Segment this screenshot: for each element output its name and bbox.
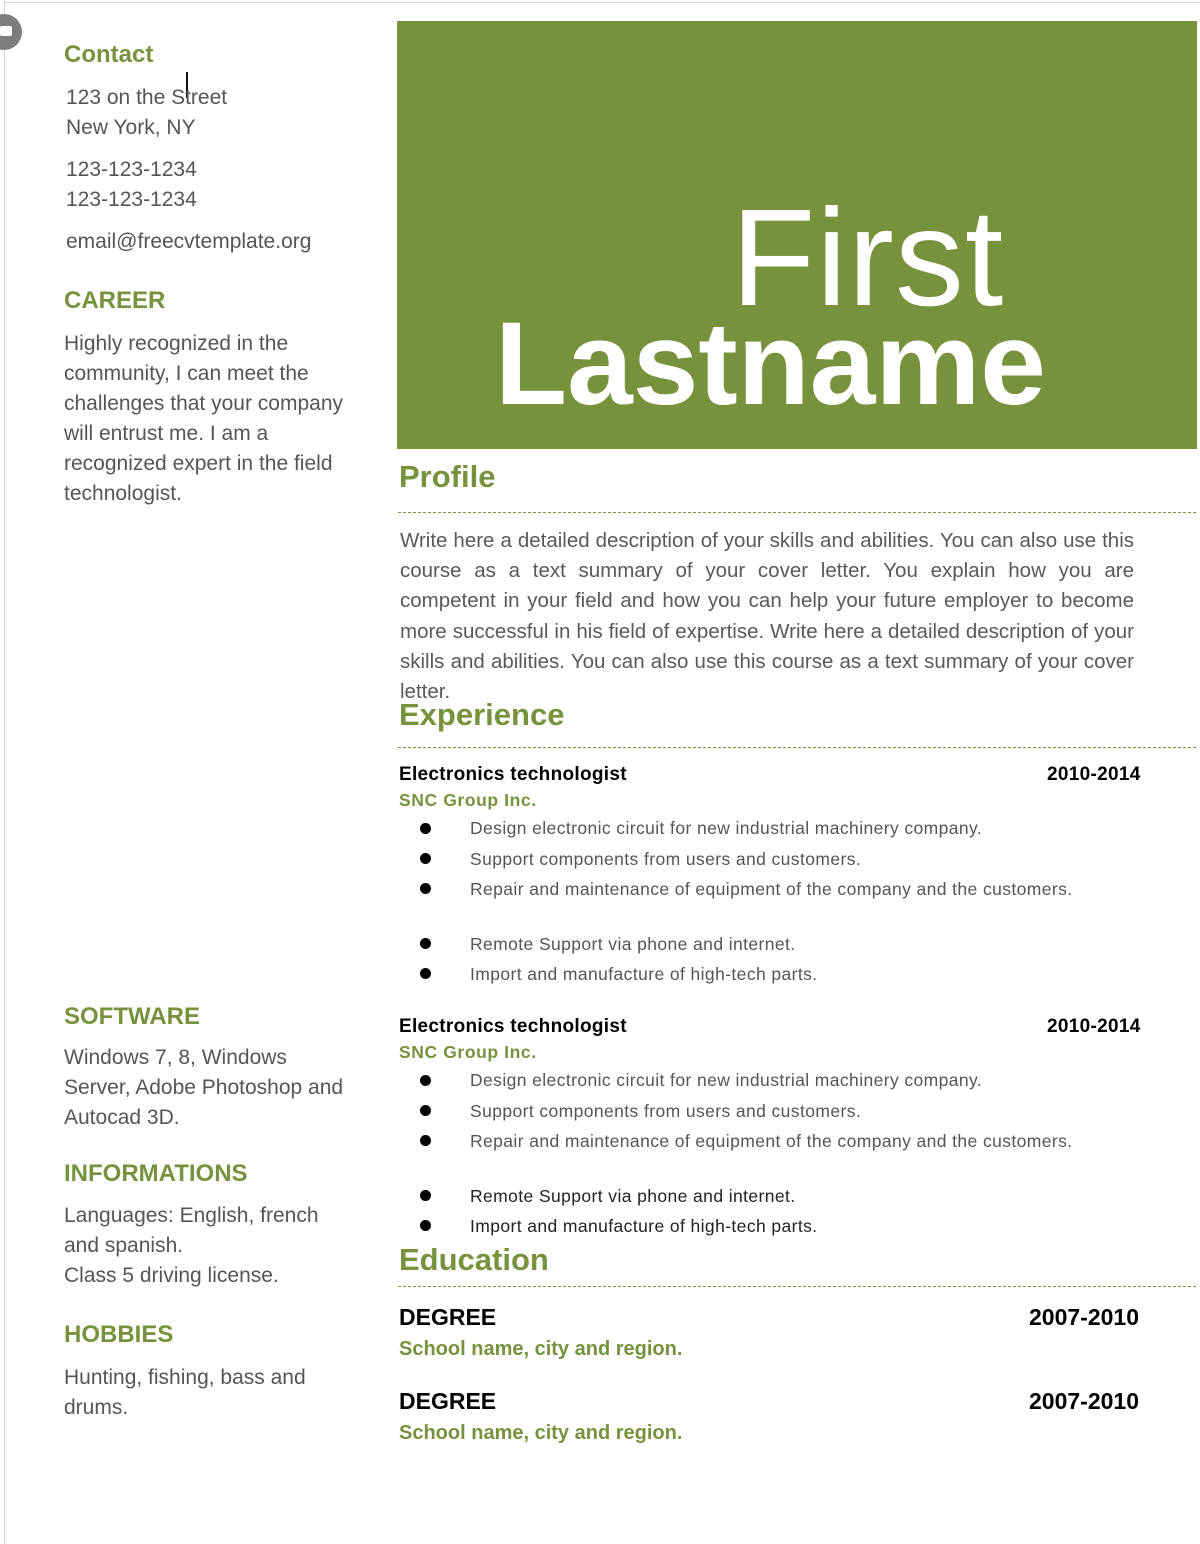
job-company[interactable]: SNC Group Inc. bbox=[399, 1042, 537, 1062]
profile-heading: Profile bbox=[399, 459, 496, 494]
job-bullet[interactable]: Import and manufacture of high-tech parts. bbox=[470, 1216, 818, 1236]
email[interactable]: email@freecvtemplate.org bbox=[66, 230, 312, 253]
bullet-icon bbox=[420, 883, 431, 894]
informations-license[interactable]: Class 5 driving license. bbox=[64, 1264, 279, 1287]
hobbies-text[interactable]: Hunting, fishing, bass and drums. bbox=[64, 1366, 306, 1419]
job-bullet[interactable]: Remote Support via phone and internet. bbox=[470, 1186, 796, 1206]
job-bullet[interactable]: Repair and maintenance of equipment of the company and the customers. bbox=[470, 879, 1073, 899]
page-top-edge bbox=[4, 2, 1200, 3]
experience-divider bbox=[398, 747, 1196, 748]
education-divider bbox=[398, 1286, 1196, 1287]
last-name[interactable]: Lastname bbox=[495, 298, 1046, 430]
job-company[interactable]: SNC Group Inc. bbox=[399, 790, 537, 810]
software-text[interactable]: Windows 7, 8, Windows Server, Adobe Photoshop and Autocad 3D. bbox=[64, 1046, 344, 1129]
first-name[interactable]: First bbox=[731, 181, 1005, 335]
job-bullet[interactable]: Design electronic circuit for new industrial machinery company. bbox=[470, 818, 983, 838]
bullet-icon bbox=[420, 1220, 431, 1231]
bullet-icon bbox=[420, 968, 431, 979]
bullet-icon bbox=[420, 823, 431, 834]
job-bullet[interactable]: Support components from users and customers. bbox=[470, 1101, 862, 1121]
degree-title[interactable]: DEGREE bbox=[399, 1304, 497, 1330]
address-line-1[interactable]: 123 on the Street bbox=[66, 86, 228, 109]
contact-heading: Contact bbox=[64, 41, 154, 68]
bullet-icon bbox=[420, 1075, 431, 1086]
bullet-icon bbox=[420, 1190, 431, 1201]
profile-text[interactable]: Write here a detailed description of your skills and abilities. You can also use this course as a text summary of your cover letter. You explain how you are competent in your field and how you can help your future employer to become more successful in his field of expertise. Write here a detailed description of your skills and abilities. You can also use this course as a text summary of your cover letter. bbox=[400, 529, 1134, 704]
career-heading: CAREER bbox=[64, 287, 166, 314]
degree-title[interactable]: DEGREE bbox=[399, 1388, 497, 1414]
software-heading: SOFTWARE bbox=[64, 1003, 200, 1030]
bullet-icon bbox=[420, 938, 431, 949]
education-heading: Education bbox=[399, 1242, 549, 1277]
job-title[interactable]: Electronics technologist bbox=[399, 1016, 627, 1037]
informations-languages[interactable]: Languages: English, french and spanish. bbox=[64, 1204, 319, 1257]
degree-years[interactable]: 2007-2010 bbox=[1029, 1388, 1139, 1414]
page-left-edge bbox=[4, 0, 5, 1544]
address-line-2[interactable]: New York, NY bbox=[66, 116, 196, 139]
job-bullet[interactable]: Import and manufacture of high-tech parts. bbox=[470, 964, 818, 984]
informations-heading: INFORMATIONS bbox=[64, 1160, 248, 1187]
degree-school[interactable]: School name, city and region. bbox=[399, 1338, 683, 1360]
job-years[interactable]: 2010-2014 bbox=[1047, 764, 1141, 785]
job-bullet[interactable]: Design electronic circuit for new industrial machinery company. bbox=[470, 1070, 983, 1090]
phone-1[interactable]: 123-123-1234 bbox=[66, 158, 197, 181]
degree-school[interactable]: School name, city and region. bbox=[399, 1422, 683, 1444]
bullet-icon bbox=[420, 853, 431, 864]
profile-divider bbox=[398, 512, 1196, 513]
name-banner bbox=[397, 21, 1197, 449]
bullet-icon bbox=[420, 1105, 431, 1116]
hobbies-heading: HOBBIES bbox=[64, 1321, 174, 1348]
briefcase-icon bbox=[0, 26, 12, 36]
career-text[interactable]: Highly recognized in the community, I can meet the challenges that your company will entrust me. I am a recognized expert in the field technologist. bbox=[64, 332, 343, 505]
degree-years[interactable]: 2007-2010 bbox=[1029, 1304, 1139, 1330]
experience-heading: Experience bbox=[399, 697, 565, 732]
job-bullet[interactable]: Repair and maintenance of equipment of the company and the customers. bbox=[470, 1131, 1073, 1151]
job-bullet[interactable]: Remote Support via phone and internet. bbox=[470, 934, 796, 954]
bullet-icon bbox=[420, 1135, 431, 1146]
job-title[interactable]: Electronics technologist bbox=[399, 764, 627, 785]
job-bullet[interactable]: Support components from users and customers. bbox=[470, 849, 862, 869]
job-years[interactable]: 2010-2014 bbox=[1047, 1016, 1141, 1037]
phone-2[interactable]: 123-123-1234 bbox=[66, 188, 197, 211]
